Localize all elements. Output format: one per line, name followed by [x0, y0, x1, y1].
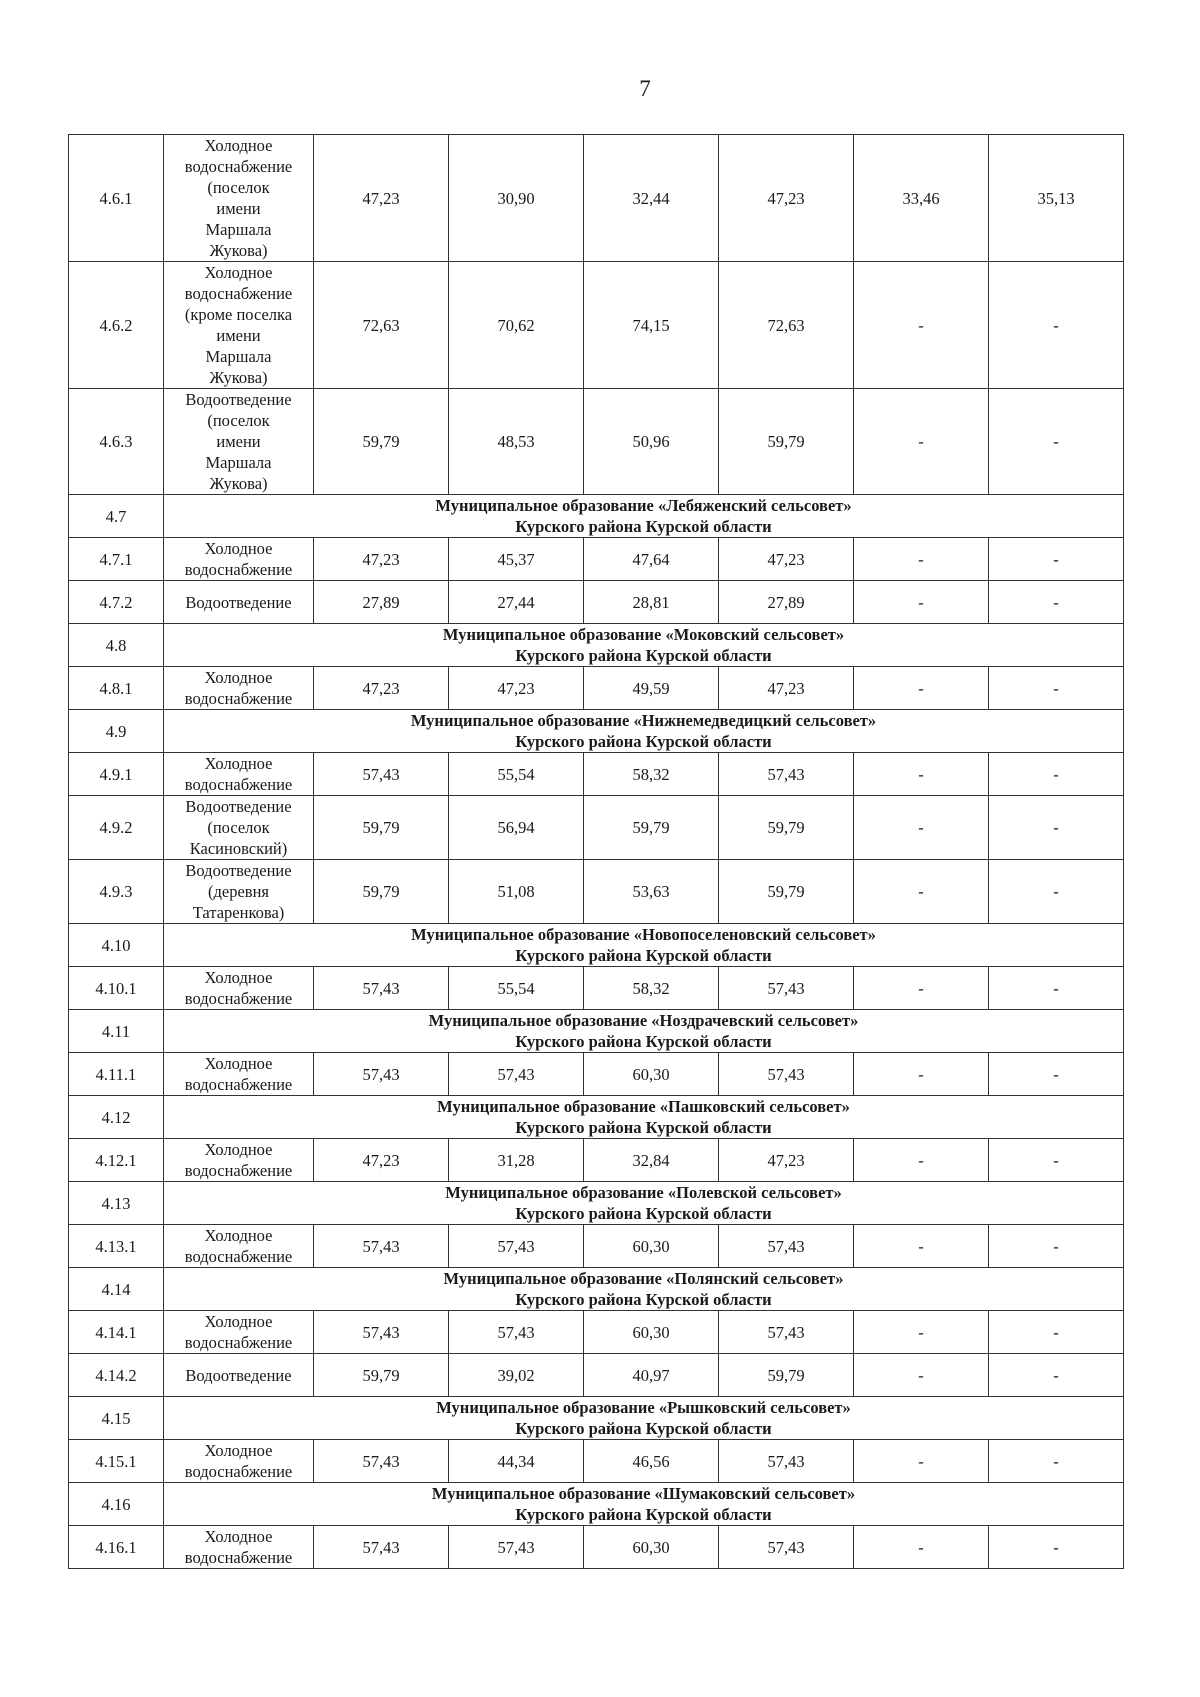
tariff-value: 57,43	[314, 1526, 449, 1569]
service-name: Холодное водоснабжение	[164, 1440, 314, 1483]
table-row	[69, 1225, 1124, 1268]
tariff-value: 47,23	[314, 667, 449, 710]
table-row	[69, 581, 1124, 624]
table-row	[69, 1311, 1124, 1354]
row-code: 4.13	[69, 1182, 164, 1225]
row-code: 4.15.1	[69, 1440, 164, 1483]
tariff-value: -	[989, 667, 1124, 710]
tariff-value: -	[989, 1440, 1124, 1483]
service-name: Холодное водоснабжение	[164, 538, 314, 581]
tariff-value: 60,30	[584, 1225, 719, 1268]
tariff-value: 47,23	[719, 667, 854, 710]
tariff-value: 39,02	[449, 1354, 584, 1397]
tariff-value: 47,23	[719, 135, 854, 262]
section-header-row	[69, 1010, 1124, 1053]
tariff-value: 28,81	[584, 581, 719, 624]
tariff-value: -	[989, 1526, 1124, 1569]
tariff-value: 48,53	[449, 389, 584, 495]
tariff-value: 57,43	[314, 1311, 449, 1354]
row-code: 4.9.1	[69, 753, 164, 796]
municipality-title: Муниципальное образование «Моковский сельсовет» Курского района Курской области	[164, 624, 1124, 667]
tariff-value: 59,79	[719, 860, 854, 924]
row-code: 4.8	[69, 624, 164, 667]
tariff-value: 57,43	[719, 1311, 854, 1354]
tariff-value: 74,15	[584, 262, 719, 389]
tariff-value: 47,23	[449, 667, 584, 710]
municipality-title: Муниципальное образование «Пашковский сельсовет» Курского района Курской области	[164, 1096, 1124, 1139]
table-row	[69, 1354, 1124, 1397]
tariff-value: 47,64	[584, 538, 719, 581]
service-name: Холодное водоснабжение (поселок имени Маршала Жукова)	[164, 135, 314, 262]
table-row	[69, 1526, 1124, 1569]
row-code: 4.6.1	[69, 135, 164, 262]
tariff-value: -	[989, 860, 1124, 924]
tariff-value: 56,94	[449, 796, 584, 860]
section-header-row	[69, 1268, 1124, 1311]
section-header-row	[69, 710, 1124, 753]
tariff-value: -	[854, 389, 989, 495]
tariff-value: -	[854, 538, 989, 581]
row-code: 4.16	[69, 1483, 164, 1526]
tariff-value: 47,23	[719, 1139, 854, 1182]
row-code: 4.16.1	[69, 1526, 164, 1569]
tariff-value: 70,62	[449, 262, 584, 389]
tariff-value: -	[989, 1225, 1124, 1268]
service-name: Водоотведение (поселок Касиновский)	[164, 796, 314, 860]
row-code: 4.7	[69, 495, 164, 538]
tariff-value: -	[989, 796, 1124, 860]
tariff-value: -	[854, 667, 989, 710]
row-code: 4.9.3	[69, 860, 164, 924]
tariff-value: -	[989, 967, 1124, 1010]
tariff-value: -	[854, 1354, 989, 1397]
service-name: Холодное водоснабжение	[164, 1139, 314, 1182]
municipality-title: Муниципальное образование «Шумаковский сельсовет» Курского района Курской области	[164, 1483, 1124, 1526]
tariff-value: 57,43	[719, 1053, 854, 1096]
tariff-value: 58,32	[584, 753, 719, 796]
tariff-value: -	[854, 581, 989, 624]
row-code: 4.14.2	[69, 1354, 164, 1397]
tariff-value: 57,43	[719, 1526, 854, 1569]
service-name: Холодное водоснабжение (кроме поселка имени Маршала Жукова)	[164, 262, 314, 389]
row-code: 4.9.2	[69, 796, 164, 860]
row-code: 4.8.1	[69, 667, 164, 710]
tariff-value: 46,56	[584, 1440, 719, 1483]
section-header-row	[69, 1483, 1124, 1526]
tariff-value: -	[989, 753, 1124, 796]
tariff-value: -	[989, 1311, 1124, 1354]
tariff-value: 44,34	[449, 1440, 584, 1483]
tariff-value: -	[854, 1526, 989, 1569]
municipality-title: Муниципальное образование «Рышковский сельсовет» Курского района Курской области	[164, 1397, 1124, 1440]
tariff-value: 58,32	[584, 967, 719, 1010]
table-row	[69, 1440, 1124, 1483]
tariff-value: -	[854, 1139, 989, 1182]
tariff-value: -	[854, 1440, 989, 1483]
tariff-value: 55,54	[449, 967, 584, 1010]
section-header-row	[69, 624, 1124, 667]
row-code: 4.9	[69, 710, 164, 753]
tariff-value: 57,43	[719, 1225, 854, 1268]
service-name: Холодное водоснабжение	[164, 1526, 314, 1569]
tariff-value: 57,43	[314, 753, 449, 796]
tariff-value: 57,43	[719, 1440, 854, 1483]
tariff-value: 32,44	[584, 135, 719, 262]
municipality-title: Муниципальное образование «Ноздрачевский сельсовет» Курского района Курской области	[164, 1010, 1124, 1053]
tariff-value: 59,79	[719, 389, 854, 495]
service-name: Водоотведение	[164, 1354, 314, 1397]
row-code: 4.10	[69, 924, 164, 967]
tariff-value: -	[854, 1225, 989, 1268]
row-code: 4.12	[69, 1096, 164, 1139]
tariff-value: 35,13	[989, 135, 1124, 262]
tariff-value: 31,28	[449, 1139, 584, 1182]
tariff-value: 72,63	[719, 262, 854, 389]
tariff-value: 57,43	[314, 1053, 449, 1096]
row-code: 4.6.3	[69, 389, 164, 495]
tariff-value: 72,63	[314, 262, 449, 389]
tariff-value: 51,08	[449, 860, 584, 924]
row-code: 4.12.1	[69, 1139, 164, 1182]
tariff-value: 32,84	[584, 1139, 719, 1182]
tariff-value: 27,44	[449, 581, 584, 624]
tariff-value: -	[854, 1053, 989, 1096]
tariff-value: 59,79	[719, 796, 854, 860]
tariff-value: 59,79	[584, 796, 719, 860]
tariff-value: 47,23	[314, 1139, 449, 1182]
table-row	[69, 1053, 1124, 1096]
row-code: 4.15	[69, 1397, 164, 1440]
tariff-value: 60,30	[584, 1311, 719, 1354]
tariff-value: 60,30	[584, 1526, 719, 1569]
table-row	[69, 538, 1124, 581]
service-name: Холодное водоснабжение	[164, 1225, 314, 1268]
tariff-value: 47,23	[314, 135, 449, 262]
tariff-value: 59,79	[314, 796, 449, 860]
row-code: 4.11	[69, 1010, 164, 1053]
tariff-value: -	[854, 967, 989, 1010]
service-name: Водоотведение (деревня Татаренкова)	[164, 860, 314, 924]
service-name: Холодное водоснабжение	[164, 1311, 314, 1354]
tariff-value: 27,89	[314, 581, 449, 624]
section-header-row	[69, 924, 1124, 967]
tariff-value: -	[854, 860, 989, 924]
service-name: Холодное водоснабжение	[164, 1053, 314, 1096]
tariff-value: 30,90	[449, 135, 584, 262]
tariff-value: 33,46	[854, 135, 989, 262]
row-code: 4.10.1	[69, 967, 164, 1010]
table-row	[69, 967, 1124, 1010]
table-row	[69, 1139, 1124, 1182]
table-row	[69, 135, 1124, 262]
row-code: 4.13.1	[69, 1225, 164, 1268]
municipality-title: Муниципальное образование «Полевской сельсовет» Курского района Курской области	[164, 1182, 1124, 1225]
tariff-value: 27,89	[719, 581, 854, 624]
section-header-row	[69, 1182, 1124, 1225]
table-row	[69, 389, 1124, 495]
tariff-value: -	[989, 262, 1124, 389]
table-row	[69, 753, 1124, 796]
table-row	[69, 262, 1124, 389]
tariff-value: 57,43	[719, 753, 854, 796]
tariff-value: 57,43	[314, 1440, 449, 1483]
tariff-value: -	[989, 1354, 1124, 1397]
section-header-row	[69, 495, 1124, 538]
tariff-value: 55,54	[449, 753, 584, 796]
row-code: 4.6.2	[69, 262, 164, 389]
tariff-value: 57,43	[449, 1053, 584, 1096]
tariff-value: 45,37	[449, 538, 584, 581]
section-header-row	[69, 1096, 1124, 1139]
row-code: 4.11.1	[69, 1053, 164, 1096]
tariff-value: 53,63	[584, 860, 719, 924]
tariff-value: -	[854, 796, 989, 860]
row-code: 4.7.2	[69, 581, 164, 624]
tariff-value: 57,43	[449, 1311, 584, 1354]
table-row	[69, 860, 1124, 924]
tariff-value: 57,43	[449, 1225, 584, 1268]
service-name: Холодное водоснабжение	[164, 667, 314, 710]
tariff-value: -	[989, 1053, 1124, 1096]
municipality-title: Муниципальное образование «Лебяженский сельсовет» Курского района Курской области	[164, 495, 1124, 538]
tariff-value: 57,43	[314, 967, 449, 1010]
page-number: 7	[639, 76, 651, 101]
tariff-value: 59,79	[719, 1354, 854, 1397]
tariff-value: 47,23	[719, 538, 854, 581]
service-name: Водоотведение (поселок имени Маршала Жукова)	[164, 389, 314, 495]
tariff-value: -	[989, 389, 1124, 495]
tariff-value: 57,43	[719, 967, 854, 1010]
tariff-value: -	[854, 1311, 989, 1354]
service-name: Холодное водоснабжение	[164, 753, 314, 796]
row-code: 4.14	[69, 1268, 164, 1311]
tariff-value: 57,43	[449, 1526, 584, 1569]
tariff-table	[68, 134, 1124, 1569]
tariff-value: -	[854, 262, 989, 389]
tariff-value: 47,23	[314, 538, 449, 581]
section-header-row	[69, 1397, 1124, 1440]
municipality-title: Муниципальное образование «Нижнемедведицкий сельсовет» Курского района Курской области	[164, 710, 1124, 753]
tariff-value: -	[989, 538, 1124, 581]
tariff-value: 60,30	[584, 1053, 719, 1096]
service-name: Водоотведение	[164, 581, 314, 624]
tariff-value: -	[989, 581, 1124, 624]
row-code: 4.14.1	[69, 1311, 164, 1354]
tariff-value: 59,79	[314, 389, 449, 495]
table-row	[69, 667, 1124, 710]
municipality-title: Муниципальное образование «Полянский сельсовет» Курского района Курской области	[164, 1268, 1124, 1311]
service-name: Холодное водоснабжение	[164, 967, 314, 1010]
row-code: 4.7.1	[69, 538, 164, 581]
tariff-value: 49,59	[584, 667, 719, 710]
tariff-value: 50,96	[584, 389, 719, 495]
tariff-value: -	[989, 1139, 1124, 1182]
table-row	[69, 796, 1124, 860]
tariff-value: 59,79	[314, 1354, 449, 1397]
tariff-value: 57,43	[314, 1225, 449, 1268]
municipality-title: Муниципальное образование «Новопоселеновский сельсовет» Курского района Курской области	[164, 924, 1124, 967]
tariff-value: 59,79	[314, 860, 449, 924]
tariff-table-body	[69, 135, 1124, 1569]
tariff-value: 40,97	[584, 1354, 719, 1397]
tariff-value: -	[854, 753, 989, 796]
